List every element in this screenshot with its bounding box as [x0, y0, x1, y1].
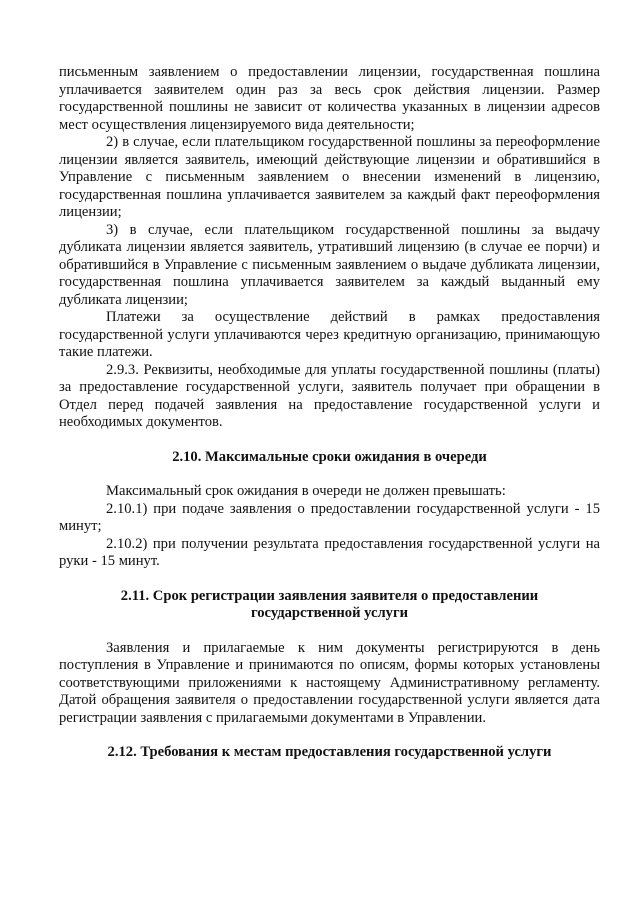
- heading-2-12: 2.12. Требования к местам предоставления государственной услуги: [107, 744, 552, 760]
- paragraph-item-2-reissue-fee: 2) в случае, если плательщиком государственной пошлины за переоформление лицензии является заявитель, имеющий действующие лицензии и обратившийся в Управление с письменным заявлением о внесении изменений в лицензию, государственная пошлина уплачивается заявителем за каждый факт переоформления лицензии;: [59, 134, 600, 220]
- paragraph-2-10-2: 2.10.2) при получении результата предоставления государственной услуги на руки - 15 минут.: [59, 535, 600, 569]
- heading-2-11-line2: государственной услуги: [250, 605, 409, 621]
- paragraph-2-10-1: 2.10.1) при подаче заявления о предоставлении государственной услуги - 15 минут;: [59, 500, 600, 534]
- paragraph-2-9-3-requisites: 2.9.3. Реквизиты, необходимые для уплаты государственной пошлины (платы) за предоставление государственной услуги, заявитель получает при обращении в Отдел перед подачей заявления на предоставление государственной услуги и необходимых документов.: [59, 361, 600, 430]
- paragraph-2-10-intro: Максимальный срок ожидания в очереди не должен превышать:: [106, 483, 506, 499]
- paragraph-state-fee-continuation: письменным заявлением о предоставлении лицензии, государственная пошлина уплачивается заявителем один раз за весь срок действия лицензии. Размер государственной пошлины не зависит от количества указанных в лицензии адресов мест осуществления лицензируемого вида деятельности;: [59, 64, 600, 133]
- paragraph-2-11-body: Заявления и прилагаемые к ним документы регистрируются в день поступления в Управление и принимаются по описям, формы которых установлены соответствующими приложениями к настоящему Административному регламенту. Датой обращения заявителя о предоставлении государственной услуги является дата регистрации заявления с прилагаемыми документами в Управлении.: [59, 639, 600, 726]
- heading-2-11-line1: 2.11. Срок регистрации заявления заявителя о предоставлении: [120, 587, 539, 604]
- paragraph-payments: Платежи за осуществление действий в рамках предоставления государственной услуги уплачиваются через кредитную организацию, принимающую такие платежи.: [59, 309, 600, 360]
- heading-2-10: 2.10. Максимальные сроки ожидания в очереди: [172, 448, 487, 465]
- paragraph-item-3-duplicate-fee: 3) в случае, если плательщиком государственной пошлины за выдачу дубликата лицензии является заявитель, утративший лицензию (в случае ее порчи) и обратившийся в Управление с письменным заявлением о выдаче дубликата лицензии, государственная пошлина уплачивается заявителем за каждый выданный ему дубликата лицензии;: [59, 221, 600, 308]
